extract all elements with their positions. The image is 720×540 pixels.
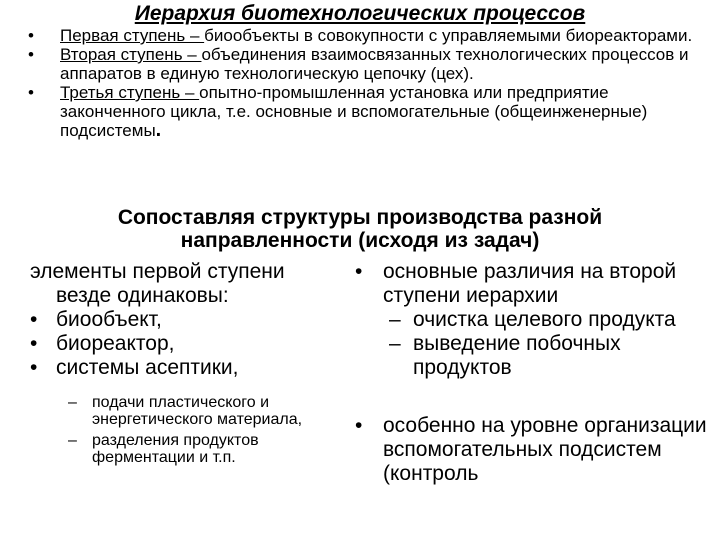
level-1-text: биообъекты в совокупности с управляемыми биореакторами [204,26,688,45]
right-point-1 [355,260,715,308]
left-subitem-feed [68,394,330,428]
right-point-2 [355,414,715,486]
right-column [355,260,715,486]
right-subpoint-text: очистка целевого продукта [413,308,676,331]
bullet-marker: • [28,83,34,102]
bullet-marker: • [355,414,363,437]
level-1-tail: . [687,26,693,45]
right-point-2-text: особенно на уровне организации вспомогательных подсистем (контроль [383,414,707,485]
left-subitem-text: разделения продуктов ферментации и т.п. [92,432,259,466]
bullet-marker: • [30,356,38,379]
level-3-lead: Третья ступень – [60,83,200,102]
bullet-marker: • [28,26,34,45]
dash-marker: – [68,394,77,411]
left-item-label: биообъект, [56,308,162,331]
dash-marker: – [389,308,401,331]
dash-marker: – [389,332,401,355]
bullet-marker: • [355,260,363,283]
left-subitem-separation [68,432,330,466]
left-item-label: биореактор, [56,332,175,355]
level-2-text: объединения взаимосвязанных технологических процессов и аппаратов в единую технологическую цепочку (цех). [60,45,689,83]
left-subitem-text: подачи пластического и энергетического материала, [92,394,303,428]
bullet-marker: • [30,308,38,331]
level-3-item [28,83,708,140]
level-2-lead: Вторая ступень – [60,45,202,64]
bullet-marker: • [30,332,38,355]
slide-title: Иерархия биотехнологических процессов [134,2,586,25]
level-2-item [28,45,708,83]
hierarchy-levels-list [28,26,708,140]
left-item-asepsis [30,356,330,380]
left-column [30,260,330,466]
left-intro: элементы первой ступени везде одинаковы: [30,260,285,307]
level-3-tail: . [155,119,162,141]
right-subpoint-text: выведение побочных продуктов [413,332,621,379]
bullet-marker: • [28,45,34,64]
dash-marker: – [68,432,77,449]
right-subpoint-purification [355,308,715,332]
left-sublist [30,394,330,466]
right-subpoint-byproducts [355,332,715,380]
right-point-1-text: основные различия на второй ступени иерархии [383,260,677,307]
left-item-bioobject [30,308,330,332]
level-1-lead: Первая ступень – [60,26,205,45]
left-item-label: системы асептики, [56,356,239,379]
level-3-text: опытно-промышленная установка или предприятие законченного цикла, т.е. основные и вспомогательные (общеинженерные) подсистемы [60,83,648,140]
comparison-subtitle: Сопоставляя структуры производства разной направленности (исходя из задач) [117,206,603,252]
left-item-bioreactor [30,332,330,356]
level-1-item [28,26,708,45]
